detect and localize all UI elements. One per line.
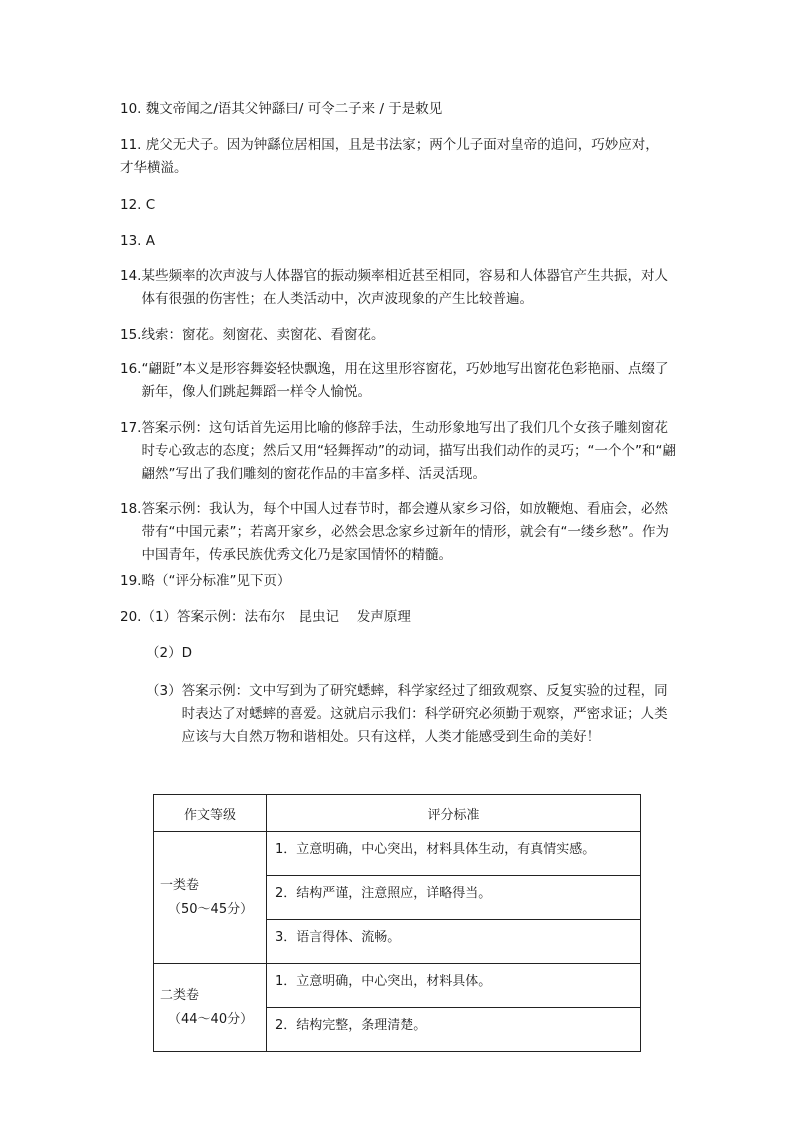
- level1-name: 一类卷: [160, 877, 200, 893]
- answer-q16-text: “翩跹”本义是形容舞姿轻快飘逸，用在这里形容窗花，巧妙地写出窗花色彩艳丽、点缀了新年，像人们跳起舞蹈一样令人愉悦。: [141, 361, 669, 400]
- level1-range: （50～45分）: [168, 901, 254, 917]
- table-row: [154, 964, 641, 1008]
- answer-q14-text: 某些频率的次声波与人体器官的振动频率相近甚至相同，容易和人体器官产生共振，对人体有很强的伤害性；在人类活动中，次声波现象的产生比较普遍。: [141, 268, 668, 307]
- level1-criterion-3: 3．语言得体、流畅。: [267, 920, 641, 964]
- answer-q20-3: [146, 680, 676, 749]
- answer-q18-text: 答案示例：我认为，每个中国人过春节时，都会遵从家乡习俗，如放鞭炮、看庙会，必然带有“中国元素”；若离开家乡，必然会思念家乡过新年的情形，就会有“一缕乡愁”。作为中国青年，传承民族优秀文化乃是家国情怀的精髓。: [141, 501, 669, 563]
- answer-q20-3-text: 答案示例：文中写到为了研究蟋蟀，科学家经过了细致观察、反复实验的过程，同时表达了对蟋蟀的喜爱。这就启示我们：科学研究必须勤于观察，严密求证；人类应该与大自然万物和谐相处。只有这样，人类才能感受到生命的美好！: [181, 683, 668, 745]
- answer-q17: [120, 417, 680, 486]
- grading-table: [153, 794, 641, 1052]
- answer-q20-3-number: （3）: [146, 683, 182, 699]
- answer-q16: [120, 358, 680, 404]
- grading-table-header-row: [154, 795, 641, 832]
- answer-q13: 13. A: [120, 233, 155, 249]
- answer-q11-text: 虎父无犬子。因为钟繇位居相国，且是书法家；两个儿子面对皇帝的追问，巧妙应对，才华横溢。: [120, 137, 659, 176]
- answer-q14: [120, 265, 680, 311]
- level2-cell: [154, 964, 267, 1052]
- answer-q19: 19.略（“评分标准”见下页）: [120, 573, 291, 589]
- header-level: 作文等级: [154, 795, 267, 832]
- answer-q17-text: 答案示例：这句话首先运用比喻的修辞手法，生动形象地写出了我们几个女孩子雕刻窗花时专心致志的态度；然后又用“轻舞挥动”的动词，描写出我们动作的灵巧；“一个个”和“翩翩然”写出了我们雕刻的窗花作品的丰富多样、活灵活现。: [141, 420, 676, 482]
- answer-q11: [120, 134, 660, 180]
- answer-q20-2: （2）D: [146, 645, 192, 661]
- level2-name: 二类卷: [160, 987, 200, 1003]
- answer-q18: [120, 498, 680, 567]
- answer-q15: 15.线索：窗花。刻窗花、卖窗花、看窗花。: [120, 327, 385, 343]
- level1-criterion-1: 1．立意明确，中心突出，材料具体生动，有真情实感。: [267, 832, 641, 876]
- answer-q20-1: 20.（1）答案示例：法布尔 昆虫记 发声原理: [120, 609, 411, 625]
- answer-q14-number: 14.: [120, 268, 142, 284]
- level1-cell: [154, 832, 267, 964]
- level2-criterion-2: 2．结构完整，条理清楚。: [267, 1008, 641, 1052]
- answer-q11-number: 11.: [120, 137, 146, 153]
- level2-range: （44～40分）: [168, 1011, 254, 1027]
- table-row: [154, 832, 641, 876]
- header-criteria: 评分标准: [267, 795, 641, 832]
- answer-q17-number: 17.: [120, 420, 142, 436]
- answer-q18-number: 18.: [120, 501, 142, 517]
- answer-q10: 10. 魏文帝闻之/语其父钟繇曰/ 可令二子来 / 于是敕见: [120, 101, 443, 117]
- level2-criterion-1: 1．立意明确，中心突出，材料具体。: [267, 964, 641, 1008]
- level1-criterion-2: 2．结构严谨，注意照应，详略得当。: [267, 876, 641, 920]
- answer-q16-number: 16.: [120, 361, 142, 377]
- answer-q12: 12. C: [120, 197, 156, 213]
